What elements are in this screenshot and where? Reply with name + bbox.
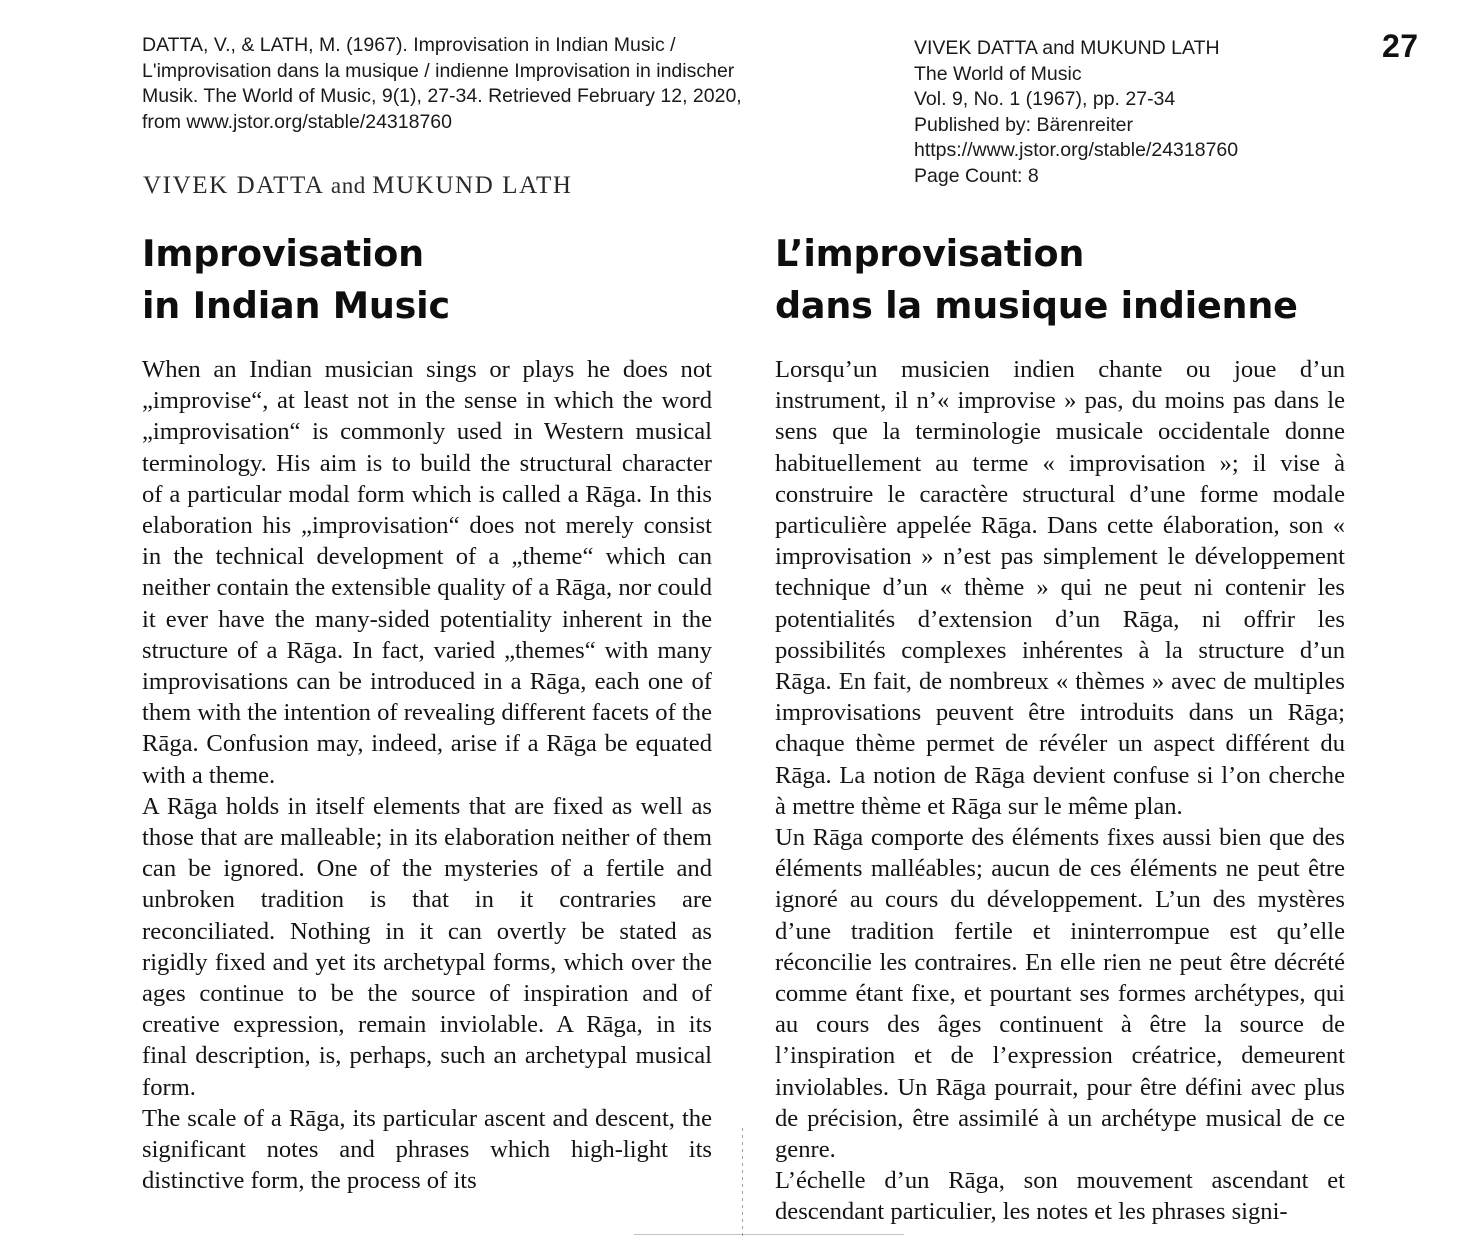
article-title-french [775, 228, 1345, 332]
title-line: L’improvisation [775, 232, 1085, 275]
column-french [775, 228, 1345, 1228]
jstor-header [0, 0, 1481, 187]
paragraph: When an Indian musician sings or plays he does not „improvise“, at least not in the sense in which the word „improvisation“ is commonly used in Western musical terminology. His aim is to build the structural character of a particular modal form which is called a Rāga. In this elaboration his „improvisation“ does not merely consist in the technical development of a „theme“ which can neither contain the extensible quality of a Rāga, nor could it ever have the many-sided potentiality inherent in the structure of a Rāga. In fact, varied „themes“ with many improvisations can be introduced in a Rāga, each one of them with the intention of revealing different facets of the Rāga. Confusion may, indeed, arise if a Rāga be equated with a theme. [142, 356, 712, 789]
article-body-french [775, 354, 1345, 1228]
column-divider-rule [742, 1128, 743, 1236]
title-line: in Indian Music [142, 284, 450, 327]
article-byline [143, 172, 573, 200]
byline-conjunction: and [324, 173, 373, 198]
record-journal: The World of Music [914, 62, 1082, 85]
title-line: Improvisation [142, 232, 424, 275]
paragraph: Un Rāga comporte des éléments fixes aussi bien que des éléments malléables; aucun de ces éléments ne peut être ignoré au cours du développement. L’un des mystères d’une tradition fertile et ininterrompue est qu’elle réconcilie les contraires. En elle rien ne peut être décrété comme étant fixe, et pourtant ses formes archétypes, qui au cours des âges continuent à être la source de l’inspiration et de l’expression créatrice, demeurent inviolables. Un Rāga pourrait, pour être défini avec plus de précision, être assimilé à un archétype musical de ce genre. [775, 824, 1345, 1164]
byline-author-one: VIVEK DATTA [143, 172, 325, 199]
page-number: 27 [1382, 28, 1419, 64]
article-title-english [142, 228, 712, 332]
article-body-english [142, 354, 712, 1196]
bottom-scan-rule [634, 1234, 904, 1235]
citation-line: DATTA, V., & LATH, M. (1967). Improvisation in Indian Music / [142, 34, 676, 56]
record-publisher: Published by: Bärenreiter [914, 113, 1133, 136]
record-authors: VIVEK DATTA and MUKUND LATH [914, 37, 1220, 59]
record-page-count: Page Count: 8 [914, 164, 1039, 187]
record-block [914, 36, 1334, 190]
byline-author-two: MUKUND LATH [372, 172, 573, 199]
paragraph: The scale of a Rāga, its particular ascent and descent, the significant notes and phrases which high-light its distinctive form, the process of its [142, 1104, 712, 1195]
record-stable-url[interactable]: https://www.jstor.org/stable/24318760 [914, 139, 1239, 162]
paragraph: Lorsqu’un musicien indien chante ou joue d’un instrument, il n’« improvise » pas, du moins pas dans le sens que la terminologie musicale occidentale donne habituellement au terme « improvisation »; il vise à construire le caractère structural d’une forme modale particulière appelée Rāga. Dans cette élaboration, son « improvisation » n’est pas simplement le développement technique d’un « thème » qui ne peut ni contenir les potentialités d’extension d’un Rāga, ni offrir les possibilités complexes inhérentes à la structure d’un Rāga. En fait, de nombreux « thèmes » avec de multiples improvisations peuvent être introduits dans un Rāga; chaque thème permet de révéler un aspect différent du Rāga. La notion de Rāga devient confuse si l’on cherche à mettre thème et Rāga sur le même plan. [775, 356, 1345, 820]
title-line: dans la musique indienne [775, 284, 1298, 327]
record-issue: Vol. 9, No. 1 (1967), pp. 27-34 [914, 88, 1176, 111]
paragraph: L’échelle d’un Rāga, son mouvement ascendant et descendant particulier, les notes et les phrases signi- [775, 1167, 1345, 1226]
citation-block [142, 33, 854, 135]
citation-line: L'improvisation dans la musique / indienne Improvisation in indischer [142, 59, 735, 82]
citation-line: from www.jstor.org/stable/24318760 [142, 110, 453, 133]
paragraph: A Rāga holds in itself elements that are fixed as well as those that are malleable; in its elaboration neither of them can be ignored. One of the mysteries of a fertile and unbroken tradition is that in it contraries are reconciliated. Nothing in it can overtly be stated as rigidly fixed and yet its archetypal forms, which over the ages continue to be the source of inspiration and of creative expression, remain inviolable. A Rāga, in its final description, is, perhaps, such an archetypal musical form. [142, 792, 712, 1101]
column-english [142, 228, 712, 1196]
citation-line: Musik. The World of Music, 9(1), 27-34. Retrieved February 12, 2020, [142, 85, 742, 107]
